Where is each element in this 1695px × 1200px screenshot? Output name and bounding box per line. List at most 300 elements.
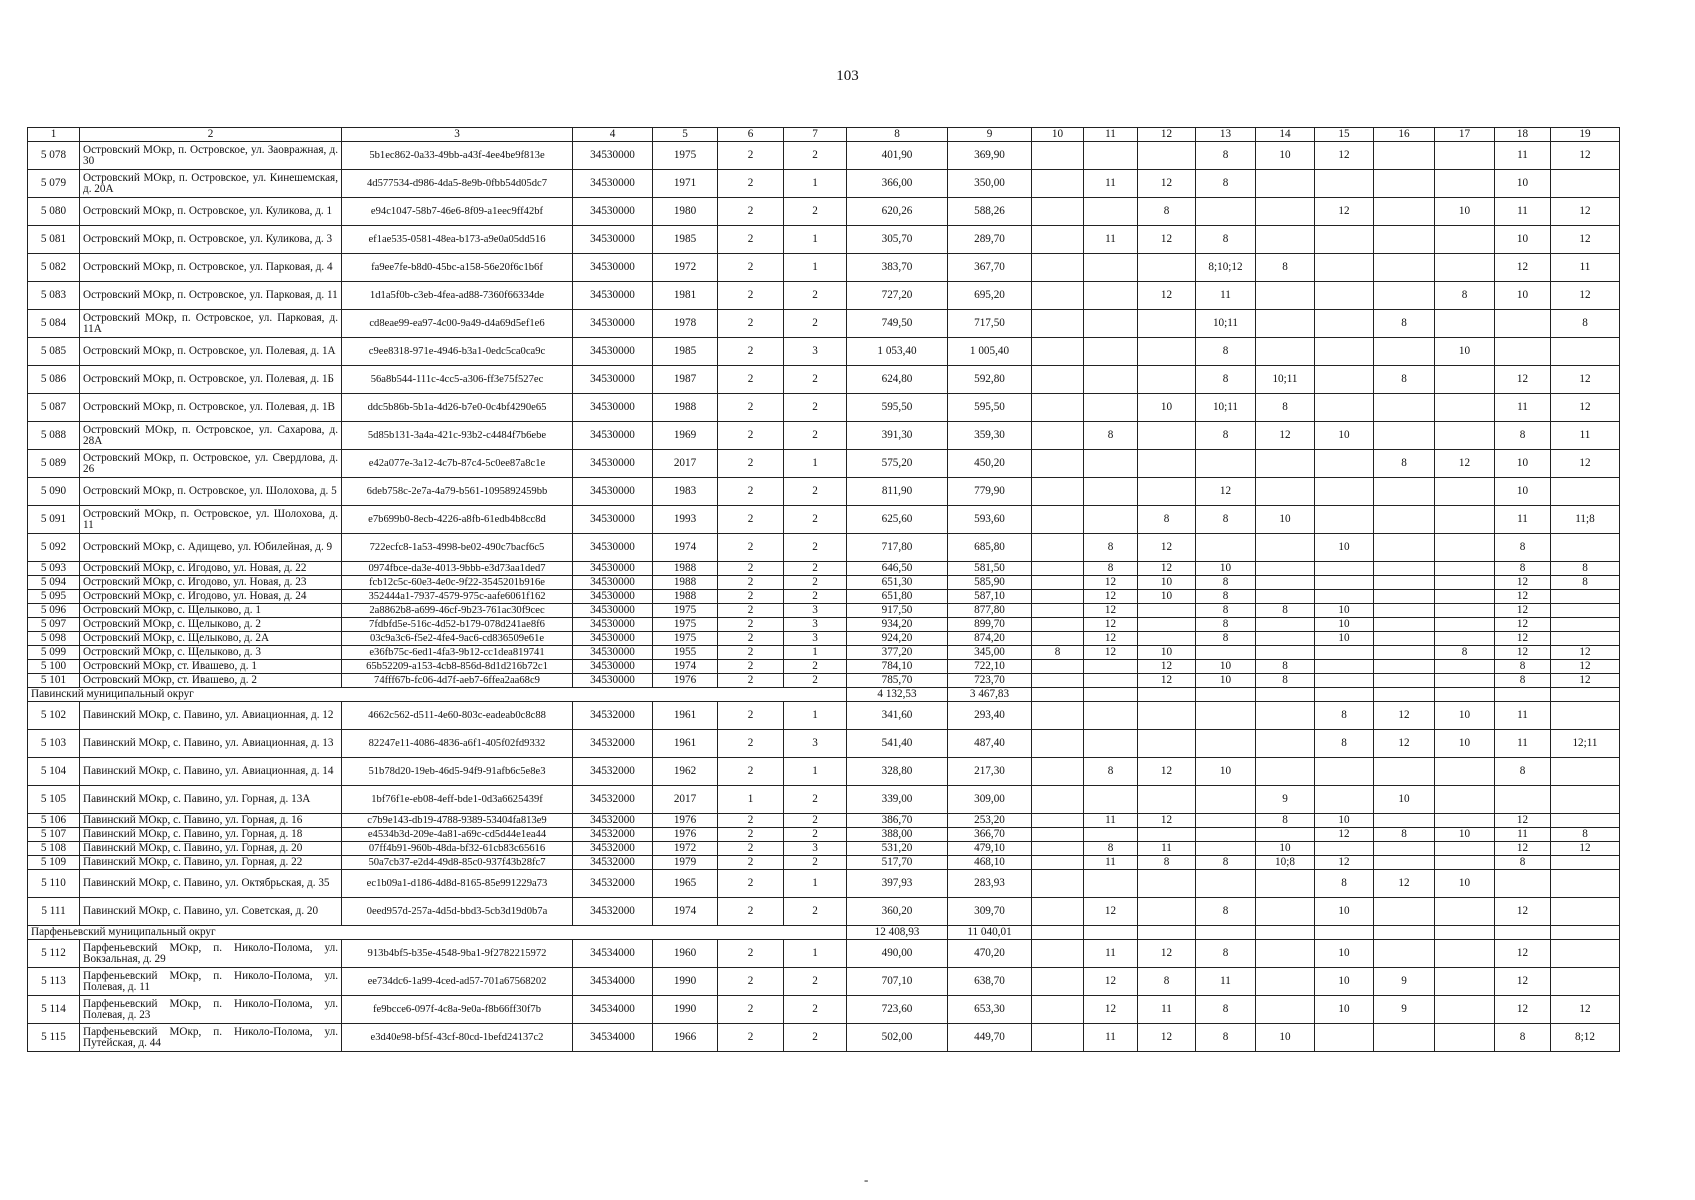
living-area-cell: 592,80 xyxy=(948,366,1032,394)
column-number-cell: 10 xyxy=(1032,128,1084,142)
col-10-cell xyxy=(1032,730,1084,758)
entrances-count-cell: 2 xyxy=(784,394,847,422)
floors-count-cell: 2 xyxy=(718,310,784,338)
col-13-cell: 8 xyxy=(1196,632,1256,646)
col-15-cell xyxy=(1315,478,1374,506)
col-12-cell xyxy=(1138,898,1196,926)
col-19-cell: 12 xyxy=(1551,842,1620,856)
col-11-cell xyxy=(1084,660,1138,674)
col-11-cell: 11 xyxy=(1084,940,1138,968)
floors-count-cell: 2 xyxy=(718,646,784,660)
section-empty-cell xyxy=(1138,688,1196,702)
col-18-cell: 8 xyxy=(1495,562,1551,576)
col-13-cell xyxy=(1196,786,1256,814)
col-10-cell xyxy=(1032,968,1084,996)
col-14-cell: 12 xyxy=(1256,422,1315,450)
row-number-cell: 5 078 xyxy=(28,142,80,170)
row-number-cell: 5 091 xyxy=(28,506,80,534)
col-18-cell: 8 xyxy=(1495,674,1551,688)
col-12-cell: 10 xyxy=(1138,576,1196,590)
column-number-cell: 5 xyxy=(653,128,718,142)
address-cell: Островский МОкр, ст. Ивашево, д. 2 xyxy=(80,674,342,688)
floors-count-cell: 1 xyxy=(718,786,784,814)
table-row xyxy=(28,604,1620,618)
col-13-cell: 8 xyxy=(1196,996,1256,1024)
col-11-cell: 12 xyxy=(1084,618,1138,632)
row-number-cell: 5 109 xyxy=(28,856,80,870)
col-17-cell xyxy=(1435,856,1495,870)
year-built-cell: 1962 xyxy=(653,758,718,786)
col-19-cell xyxy=(1551,786,1620,814)
column-number-cell: 15 xyxy=(1315,128,1374,142)
col-16-cell: 8 xyxy=(1374,450,1435,478)
col-12-cell xyxy=(1138,786,1196,814)
table-row xyxy=(28,1024,1620,1052)
col-11-cell: 11 xyxy=(1084,814,1138,828)
col-17-cell xyxy=(1435,422,1495,450)
col-13-cell: 8 xyxy=(1196,940,1256,968)
col-17-cell xyxy=(1435,394,1495,422)
table-row xyxy=(28,814,1620,828)
col-16-cell xyxy=(1374,898,1435,926)
row-number-cell: 5 098 xyxy=(28,632,80,646)
entrances-count-cell: 2 xyxy=(784,478,847,506)
house-guid-cell: fa9ee7fe-b8d0-45bc-a158-56e20f6c1b6f xyxy=(342,254,573,282)
col-12-cell: 12 xyxy=(1138,814,1196,828)
entrances-count-cell: 1 xyxy=(784,702,847,730)
oktmo-code-cell: 34532000 xyxy=(573,856,653,870)
oktmo-code-cell: 34530000 xyxy=(573,422,653,450)
col-13-cell: 11 xyxy=(1196,968,1256,996)
col-13-cell: 10 xyxy=(1196,758,1256,786)
house-guid-cell: ec1b09a1-d186-4d8d-8165-85e991229a73 xyxy=(342,870,573,898)
living-area-cell: 479,10 xyxy=(948,842,1032,856)
oktmo-code-cell: 34530000 xyxy=(573,646,653,660)
total-area-cell: 811,90 xyxy=(847,478,948,506)
col-15-cell xyxy=(1315,1024,1374,1052)
year-built-cell: 1985 xyxy=(653,226,718,254)
column-number-cell: 19 xyxy=(1551,128,1620,142)
oktmo-code-cell: 34530000 xyxy=(573,660,653,674)
col-11-cell: 12 xyxy=(1084,898,1138,926)
entrances-count-cell: 2 xyxy=(784,814,847,828)
col-16-cell xyxy=(1374,534,1435,562)
total-area-cell: 785,70 xyxy=(847,674,948,688)
address-cell: Парфеньевский МОкр, п. Николо-Полома, ул. Полевая, д. 11 xyxy=(80,968,342,996)
col-16-cell: 12 xyxy=(1374,730,1435,758)
col-19-cell xyxy=(1551,604,1620,618)
floors-count-cell: 2 xyxy=(718,870,784,898)
floors-count-cell: 2 xyxy=(718,394,784,422)
living-area-cell: 877,80 xyxy=(948,604,1032,618)
year-built-cell: 1983 xyxy=(653,478,718,506)
col-19-cell: 12 xyxy=(1551,226,1620,254)
col-12-cell: 11 xyxy=(1138,996,1196,1024)
address-cell: Островский МОкр, с. Щелыково, д. 2 xyxy=(80,618,342,632)
col-15-cell: 12 xyxy=(1315,856,1374,870)
section-empty-cell xyxy=(1374,926,1435,940)
total-area-cell: 575,20 xyxy=(847,450,948,478)
address-cell: Парфеньевский МОкр, п. Николо-Полома, ул. Полевая, д. 23 xyxy=(80,996,342,1024)
col-18-cell: 11 xyxy=(1495,142,1551,170)
house-guid-cell: 56a8b544-111c-4cc5-a306-ff3e75f527ec xyxy=(342,366,573,394)
col-15-cell xyxy=(1315,660,1374,674)
col-10-cell xyxy=(1032,576,1084,590)
col-18-cell: 11 xyxy=(1495,828,1551,842)
house-guid-cell: 65b52209-a153-4cb8-856d-8d1d216b72c1 xyxy=(342,660,573,674)
col-15-cell xyxy=(1315,310,1374,338)
floors-count-cell: 2 xyxy=(718,898,784,926)
col-12-cell xyxy=(1138,604,1196,618)
col-10-cell xyxy=(1032,338,1084,366)
col-19-cell xyxy=(1551,940,1620,968)
total-area-cell: 651,30 xyxy=(847,576,948,590)
col-15-cell: 10 xyxy=(1315,618,1374,632)
col-12-cell xyxy=(1138,870,1196,898)
year-built-cell: 1961 xyxy=(653,730,718,758)
col-16-cell xyxy=(1374,674,1435,688)
entrances-count-cell: 3 xyxy=(784,730,847,758)
col-14-cell xyxy=(1256,310,1315,338)
table-row xyxy=(28,660,1620,674)
col-14-cell xyxy=(1256,828,1315,842)
col-18-cell: 12 xyxy=(1495,632,1551,646)
year-built-cell: 1976 xyxy=(653,674,718,688)
col-14-cell: 8 xyxy=(1256,254,1315,282)
table-row xyxy=(28,968,1620,996)
col-15-cell: 10 xyxy=(1315,968,1374,996)
table-row xyxy=(28,618,1620,632)
column-number-cell: 18 xyxy=(1495,128,1551,142)
col-18-cell: 8 xyxy=(1495,856,1551,870)
year-built-cell: 1988 xyxy=(653,562,718,576)
col-18-cell: 12 xyxy=(1495,618,1551,632)
year-built-cell: 1990 xyxy=(653,968,718,996)
col-18-cell: 12 xyxy=(1495,366,1551,394)
house-guid-cell: 7fdbfd5e-516c-4d52-b179-078d241ae8f6 xyxy=(342,618,573,632)
floors-count-cell: 2 xyxy=(718,828,784,842)
house-guid-cell: 0eed957d-257a-4d5d-bbd3-5cb3d19d0b7a xyxy=(342,898,573,926)
floors-count-cell: 2 xyxy=(718,366,784,394)
row-number-cell: 5 086 xyxy=(28,366,80,394)
address-cell: Островский МОкр, с. Щелыково, д. 2А xyxy=(80,632,342,646)
col-19-cell: 12 xyxy=(1551,366,1620,394)
column-number-cell: 17 xyxy=(1435,128,1495,142)
col-18-cell: 12 xyxy=(1495,898,1551,926)
house-guid-cell: 1d1a5f0b-c3eb-4fea-ad88-7360f66334de xyxy=(342,282,573,310)
year-built-cell: 1990 xyxy=(653,996,718,1024)
oktmo-code-cell: 34530000 xyxy=(573,618,653,632)
col-10-cell xyxy=(1032,828,1084,842)
col-10-cell xyxy=(1032,198,1084,226)
year-built-cell: 1972 xyxy=(653,842,718,856)
col-17-cell: 10 xyxy=(1435,198,1495,226)
col-14-cell xyxy=(1256,562,1315,576)
oktmo-code-cell: 34532000 xyxy=(573,786,653,814)
col-12-cell: 8 xyxy=(1138,968,1196,996)
house-guid-cell: ddc5b86b-5b1a-4d26-b7e0-0c4bf4290e65 xyxy=(342,394,573,422)
section-empty-cell xyxy=(1084,926,1138,940)
col-10-cell: 8 xyxy=(1032,646,1084,660)
entrances-count-cell: 1 xyxy=(784,450,847,478)
col-17-cell xyxy=(1435,226,1495,254)
row-number-cell: 5 102 xyxy=(28,702,80,730)
col-15-cell xyxy=(1315,254,1374,282)
total-area-cell: 541,40 xyxy=(847,730,948,758)
col-13-cell: 8 xyxy=(1196,618,1256,632)
col-16-cell: 12 xyxy=(1374,870,1435,898)
row-number-cell: 5 084 xyxy=(28,310,80,338)
total-area-cell: 386,70 xyxy=(847,814,948,828)
row-number-cell: 5 111 xyxy=(28,898,80,926)
col-11-cell: 11 xyxy=(1084,170,1138,198)
entrances-count-cell: 2 xyxy=(784,142,847,170)
address-cell: Павинский МОкр, с. Павино, ул. Октябрьская, д. 35 xyxy=(80,870,342,898)
entrances-count-cell: 2 xyxy=(784,856,847,870)
house-guid-cell: c7b9e143-db19-4788-9389-53404fa813e9 xyxy=(342,814,573,828)
section-empty-cell xyxy=(1084,688,1138,702)
address-cell: Островский МОкр, п. Островское, ул. Полевая, д. 1В xyxy=(80,394,342,422)
col-14-cell xyxy=(1256,338,1315,366)
col-15-cell: 10 xyxy=(1315,996,1374,1024)
year-built-cell: 1985 xyxy=(653,338,718,366)
col-12-cell: 12 xyxy=(1138,562,1196,576)
living-area-cell: 722,10 xyxy=(948,660,1032,674)
living-area-cell: 345,00 xyxy=(948,646,1032,660)
col-13-cell: 8 xyxy=(1196,506,1256,534)
col-16-cell: 10 xyxy=(1374,786,1435,814)
house-guid-cell: fcb12c5c-60e3-4e0c-9f22-3545201b916e xyxy=(342,576,573,590)
col-13-cell: 10 xyxy=(1196,674,1256,688)
col-10-cell xyxy=(1032,226,1084,254)
living-area-cell: 470,20 xyxy=(948,940,1032,968)
col-11-cell: 8 xyxy=(1084,534,1138,562)
col-19-cell: 8 xyxy=(1551,576,1620,590)
house-guid-cell: ef1ae535-0581-48ea-b173-a9e0a05dd516 xyxy=(342,226,573,254)
col-15-cell: 8 xyxy=(1315,702,1374,730)
col-14-cell xyxy=(1256,450,1315,478)
living-area-cell: 685,80 xyxy=(948,534,1032,562)
section-empty-cell xyxy=(1315,926,1374,940)
register-body xyxy=(28,128,1620,1052)
oktmo-code-cell: 34530000 xyxy=(573,338,653,366)
col-19-cell xyxy=(1551,898,1620,926)
col-18-cell: 10 xyxy=(1495,226,1551,254)
total-area-cell: 383,70 xyxy=(847,254,948,282)
col-14-cell xyxy=(1256,632,1315,646)
col-15-cell xyxy=(1315,576,1374,590)
col-13-cell: 10;11 xyxy=(1196,394,1256,422)
year-built-cell: 1960 xyxy=(653,940,718,968)
living-area-cell: 1 005,40 xyxy=(948,338,1032,366)
oktmo-code-cell: 34534000 xyxy=(573,940,653,968)
row-number-cell: 5 080 xyxy=(28,198,80,226)
col-14-cell: 8 xyxy=(1256,604,1315,618)
col-14-cell xyxy=(1256,646,1315,660)
col-10-cell xyxy=(1032,506,1084,534)
row-number-cell: 5 097 xyxy=(28,618,80,632)
col-11-cell xyxy=(1084,282,1138,310)
house-guid-cell: e3d40e98-bf5f-43cf-80cd-1befd24137c2 xyxy=(342,1024,573,1052)
col-10-cell xyxy=(1032,310,1084,338)
col-19-cell xyxy=(1551,534,1620,562)
section-empty-cell xyxy=(1196,926,1256,940)
address-cell: Островский МОкр, п. Островское, ул. Кинешемская, д. 20А xyxy=(80,170,342,198)
col-16-cell xyxy=(1374,660,1435,674)
row-number-cell: 5 096 xyxy=(28,604,80,618)
address-cell: Островский МОкр, п. Островское, ул. Заовражная, д. 30 xyxy=(80,142,342,170)
col-13-cell: 10 xyxy=(1196,562,1256,576)
oktmo-code-cell: 34532000 xyxy=(573,702,653,730)
oktmo-code-cell: 34532000 xyxy=(573,758,653,786)
entrances-count-cell: 2 xyxy=(784,1024,847,1052)
house-guid-cell: fe9bcce6-097f-4c8a-9e0a-f8b66ff30f7b xyxy=(342,996,573,1024)
col-11-cell: 11 xyxy=(1084,226,1138,254)
section-total-area: 4 132,53 xyxy=(847,688,948,702)
col-18-cell: 12 xyxy=(1495,996,1551,1024)
house-guid-cell: 07ff4b91-960b-48da-bf32-61cb83c65616 xyxy=(342,842,573,856)
house-guid-cell: 1bf76f1e-eb08-4eff-bde1-0d3a6625439f xyxy=(342,786,573,814)
table-row xyxy=(28,674,1620,688)
total-area-cell: 727,20 xyxy=(847,282,948,310)
col-15-cell: 12 xyxy=(1315,828,1374,842)
col-18-cell: 10 xyxy=(1495,478,1551,506)
year-built-cell: 2017 xyxy=(653,786,718,814)
oktmo-code-cell: 34530000 xyxy=(573,142,653,170)
table-row xyxy=(28,702,1620,730)
floors-count-cell: 2 xyxy=(718,968,784,996)
col-18-cell: 11 xyxy=(1495,394,1551,422)
column-number-cell: 4 xyxy=(573,128,653,142)
oktmo-code-cell: 34534000 xyxy=(573,968,653,996)
house-guid-cell: 82247e11-4086-4836-a6f1-405f02fd9332 xyxy=(342,730,573,758)
col-19-cell: 11 xyxy=(1551,254,1620,282)
col-19-cell xyxy=(1551,170,1620,198)
col-12-cell xyxy=(1138,366,1196,394)
col-12-cell xyxy=(1138,450,1196,478)
col-14-cell: 8 xyxy=(1256,674,1315,688)
year-built-cell: 1988 xyxy=(653,394,718,422)
col-17-cell xyxy=(1435,478,1495,506)
col-14-cell: 8 xyxy=(1256,660,1315,674)
section-empty-cell xyxy=(1138,926,1196,940)
living-area-cell: 367,70 xyxy=(948,254,1032,282)
total-area-cell: 620,26 xyxy=(847,198,948,226)
col-15-cell: 10 xyxy=(1315,604,1374,618)
col-10-cell xyxy=(1032,450,1084,478)
col-13-cell xyxy=(1196,730,1256,758)
entrances-count-cell: 2 xyxy=(784,576,847,590)
col-19-cell xyxy=(1551,814,1620,828)
house-guid-cell: 6deb758c-2e7a-4a79-b561-1095892459bb xyxy=(342,478,573,506)
col-10-cell xyxy=(1032,170,1084,198)
table-row xyxy=(28,366,1620,394)
row-number-cell: 5 114 xyxy=(28,996,80,1024)
col-13-cell xyxy=(1196,870,1256,898)
col-16-cell xyxy=(1374,338,1435,366)
col-11-cell xyxy=(1084,366,1138,394)
col-14-cell xyxy=(1256,702,1315,730)
col-10-cell xyxy=(1032,758,1084,786)
col-18-cell: 12 xyxy=(1495,590,1551,604)
col-18-cell: 11 xyxy=(1495,730,1551,758)
floors-count-cell: 2 xyxy=(718,814,784,828)
total-area-cell: 360,20 xyxy=(847,898,948,926)
section-empty-cell xyxy=(1256,926,1315,940)
entrances-count-cell: 1 xyxy=(784,254,847,282)
col-11-cell xyxy=(1084,198,1138,226)
col-10-cell xyxy=(1032,478,1084,506)
year-built-cell: 1969 xyxy=(653,422,718,450)
col-18-cell: 12 xyxy=(1495,576,1551,590)
entrances-count-cell: 1 xyxy=(784,646,847,660)
total-area-cell: 391,30 xyxy=(847,422,948,450)
living-area-cell: 283,93 xyxy=(948,870,1032,898)
col-16-cell xyxy=(1374,632,1435,646)
house-guid-cell: 0974fbce-da3e-4013-9bbb-e3d73aa1ded7 xyxy=(342,562,573,576)
col-10-cell xyxy=(1032,604,1084,618)
col-14-cell xyxy=(1256,870,1315,898)
entrances-count-cell: 1 xyxy=(784,758,847,786)
col-13-cell xyxy=(1196,842,1256,856)
floors-count-cell: 2 xyxy=(718,478,784,506)
col-12-cell: 12 xyxy=(1138,282,1196,310)
col-17-cell: 10 xyxy=(1435,338,1495,366)
address-cell: Павинский МОкр, с. Павино, ул. Советская, д. 20 xyxy=(80,898,342,926)
col-13-cell: 8 xyxy=(1196,576,1256,590)
section-empty-cell xyxy=(1495,688,1551,702)
total-area-cell: 490,00 xyxy=(847,940,948,968)
col-18-cell: 8 xyxy=(1495,660,1551,674)
section-living-area: 11 040,01 xyxy=(948,926,1032,940)
col-11-cell: 12 xyxy=(1084,590,1138,604)
page-number: 103 xyxy=(836,68,859,84)
living-area-cell: 487,40 xyxy=(948,730,1032,758)
col-18-cell xyxy=(1495,310,1551,338)
living-area-cell: 695,20 xyxy=(948,282,1032,310)
col-10-cell xyxy=(1032,702,1084,730)
col-12-cell: 12 xyxy=(1138,674,1196,688)
total-area-cell: 1 053,40 xyxy=(847,338,948,366)
year-built-cell: 1971 xyxy=(653,170,718,198)
section-empty-cell xyxy=(1374,688,1435,702)
col-17-cell: 10 xyxy=(1435,702,1495,730)
total-area-cell: 397,93 xyxy=(847,870,948,898)
col-14-cell: 10;8 xyxy=(1256,856,1315,870)
col-18-cell: 12 xyxy=(1495,646,1551,660)
entrances-count-cell: 3 xyxy=(784,604,847,618)
oktmo-code-cell: 34532000 xyxy=(573,828,653,842)
row-number-cell: 5 082 xyxy=(28,254,80,282)
living-area-cell: 449,70 xyxy=(948,1024,1032,1052)
row-number-cell: 5 112 xyxy=(28,940,80,968)
living-area-cell: 309,70 xyxy=(948,898,1032,926)
row-number-cell: 5 115 xyxy=(28,1024,80,1052)
address-cell: Павинский МОкр, с. Павино, ул. Авиационная, д. 12 xyxy=(80,702,342,730)
address-cell: Островский МОкр, с. Щелыково, д. 1 xyxy=(80,604,342,618)
col-12-cell: 10 xyxy=(1138,646,1196,660)
col-17-cell xyxy=(1435,814,1495,828)
total-area-cell: 646,50 xyxy=(847,562,948,576)
address-cell: Островский МОкр, с. Щелыково, д. 3 xyxy=(80,646,342,660)
col-11-cell: 12 xyxy=(1084,632,1138,646)
living-area-cell: 779,90 xyxy=(948,478,1032,506)
living-area-cell: 593,60 xyxy=(948,506,1032,534)
section-empty-cell xyxy=(1256,688,1315,702)
section-empty-cell xyxy=(1315,688,1374,702)
col-15-cell xyxy=(1315,282,1374,310)
col-15-cell: 8 xyxy=(1315,730,1374,758)
